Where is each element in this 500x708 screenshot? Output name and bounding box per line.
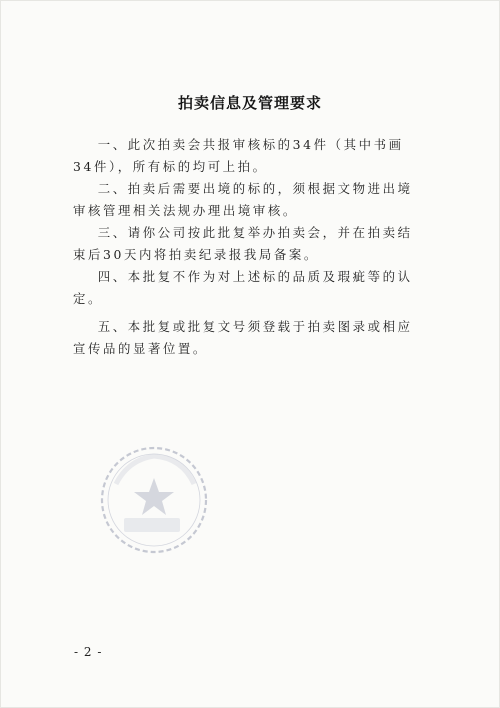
paragraph-line: 审核管理相关法规办理出境审核。 [73, 203, 298, 218]
paragraph-line: 四、本批复不作为对上述标的品质及瑕疵等的认 [97, 269, 413, 284]
paragraph-line: 一、此次拍卖会共报审核标的34件（其中书画 [97, 137, 404, 152]
document-title: 拍卖信息及管理要求 [177, 94, 322, 112]
document-body [73, 134, 427, 360]
paragraph-4 [73, 266, 427, 310]
paragraph-line: 宣传品的显著位置。 [73, 341, 208, 356]
paragraph-2 [73, 178, 427, 222]
official-seal-stamp [98, 444, 210, 556]
paragraph-line: 二、拍卖后需要出境的标的，须根据文物进出境 [97, 181, 413, 196]
paragraph-line: 三、请你公司按此批复举办拍卖会，并在拍卖结 [97, 225, 413, 240]
paragraph-line: 定。 [73, 291, 103, 306]
paragraph-3 [73, 222, 427, 266]
paragraph-line: 束后30天内将拍卖纪录报我局备案。 [73, 247, 319, 262]
paragraph-1 [73, 134, 427, 178]
paragraph-5 [73, 316, 427, 360]
paragraph-line: 34件），所有标的均可上拍。 [73, 159, 268, 174]
page-number: - 2 - [74, 645, 103, 659]
paragraph-line: 五、本批复或批复文号须登载于拍卖图录或相应 [97, 319, 413, 334]
